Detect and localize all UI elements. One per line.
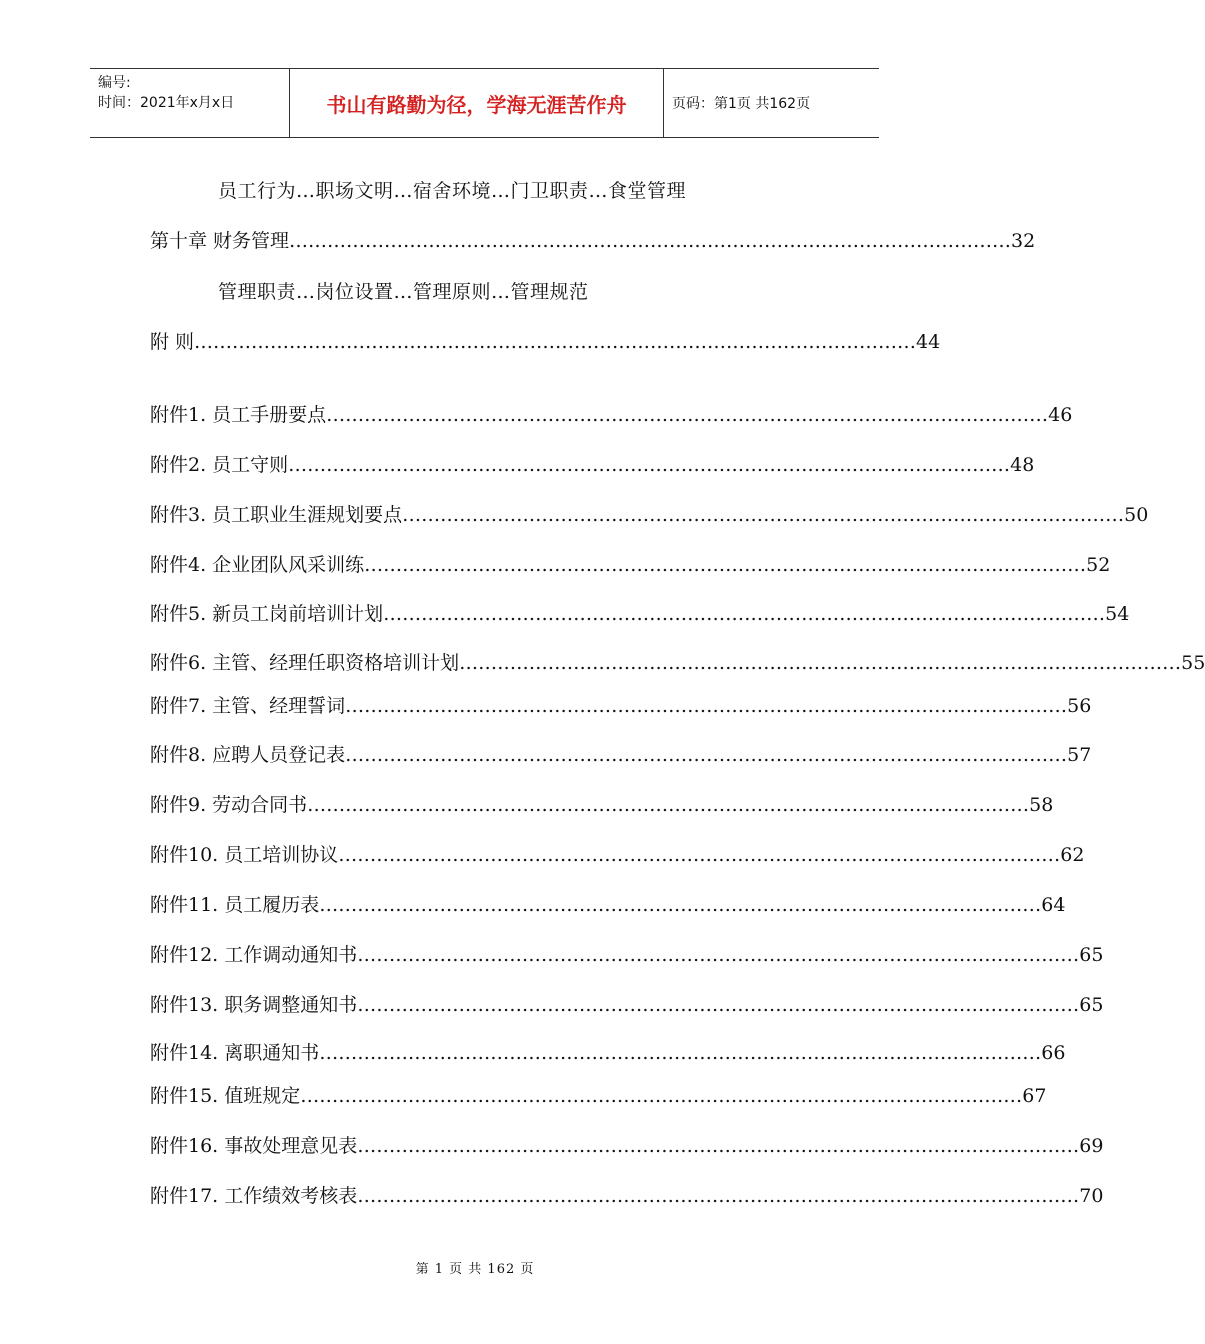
number-label: 编号:	[98, 75, 131, 91]
toc-entry-label: 附件7. 主管、经理誓词	[150, 695, 346, 717]
toc-entry-page: 57	[1067, 744, 1092, 766]
toc-leader-dots: ……………………………………………………………………………………………………	[319, 894, 1042, 916]
toc-entry-page: 48	[1010, 454, 1035, 476]
toc-entry-attachment-10[interactable]	[150, 842, 1085, 868]
toc-entry-attachment-17[interactable]	[150, 1183, 1104, 1209]
toc-entry-attachment-3[interactable]	[150, 502, 1149, 528]
toc-leader-dots: ……………………………………………………………………………………………………	[357, 994, 1080, 1016]
toc-entry-page: 52	[1086, 554, 1111, 576]
header-motto: 书山有路勤为径，学海无涯苦作舟	[290, 69, 664, 137]
toc-leader-dots: ……………………………………………………………………………………………………	[364, 554, 1087, 576]
header-meta	[90, 69, 290, 137]
toc-leader-dots: ……………………………………………………………………………………………………	[288, 454, 1011, 476]
toc-entry-label: 第十章 财务管理	[150, 230, 290, 252]
toc-entry-label: 附件4. 企业团队风采训练	[150, 554, 365, 576]
toc-entry-page: 69	[1079, 1135, 1104, 1157]
toc-entry-label: 附 则	[150, 331, 195, 353]
header-page-label: 页码：第1页 共162页	[672, 96, 811, 112]
toc-entry-attachment-5[interactable]	[150, 601, 1130, 627]
toc-leader-dots: ……………………………………………………………………………………………………	[383, 603, 1106, 625]
toc-entry-attachment-2[interactable]	[150, 452, 1035, 478]
toc-leader-dots: ……………………………………………………………………………………………………	[319, 1042, 1042, 1064]
page-footer: 第 1 页 共 162 页	[415, 1262, 535, 1277]
toc-entry-attachment-16[interactable]	[150, 1133, 1104, 1159]
toc-leader-dots: ……………………………………………………………………………………………………	[300, 1085, 1023, 1107]
toc-entry-label: 附件6. 主管、经理任职资格培训计划	[150, 652, 460, 674]
toc-entry-attachment-8[interactable]	[150, 742, 1092, 768]
toc-entry-attachment-7[interactable]	[150, 693, 1092, 719]
toc-entry-label: 附件5. 新员工岗前培训计划	[150, 603, 384, 625]
toc-entry-attachment-12[interactable]	[150, 942, 1104, 968]
toc-entry-label: 附件17. 工作绩效考核表	[150, 1185, 358, 1207]
page-header	[90, 68, 879, 138]
toc-entry-label: 附件10. 员工培训协议	[150, 844, 339, 866]
toc-entry-page: 58	[1029, 794, 1054, 816]
toc-entry-attachment-13[interactable]	[150, 992, 1104, 1018]
toc-entry-label: 附件13. 职务调整通知书	[150, 994, 358, 1016]
toc-entry-label: 附件14. 离职通知书	[150, 1042, 320, 1064]
toc-entry-page: 66	[1041, 1042, 1066, 1064]
toc-entry-appendix-rules[interactable]	[150, 329, 941, 355]
toc-entry-label: 附件1. 员工手册要点	[150, 404, 327, 426]
toc-subline-1: 员工行为…职场文明…宿舍环境…门卫职责…食堂管理	[218, 180, 687, 202]
toc-entry-label: 附件12. 工作调动通知书	[150, 944, 358, 966]
toc-entry-page: 55	[1181, 652, 1205, 674]
toc-entry-label: 附件9. 劳动合同书	[150, 794, 308, 816]
toc-entry-attachment-4[interactable]	[150, 552, 1111, 578]
toc-leader-dots: ……………………………………………………………………………………………………	[357, 944, 1080, 966]
toc-entry-page: 62	[1060, 844, 1085, 866]
time-label: 时间：2021年x月x日	[98, 95, 235, 111]
toc-entry-attachment-14[interactable]	[150, 1040, 1066, 1066]
toc-entry-attachment-6[interactable]	[150, 650, 1205, 676]
toc-entry-page: 32	[1011, 230, 1036, 252]
toc-entry-page: 46	[1048, 404, 1073, 426]
toc-entry-attachment-1[interactable]	[150, 402, 1073, 428]
toc-entry-page: 44	[916, 331, 941, 353]
toc-entry-page: 54	[1105, 603, 1130, 625]
toc-entry-page: 65	[1079, 994, 1104, 1016]
toc-entry-label: 附件16. 事故处理意见表	[150, 1135, 358, 1157]
toc-entry-attachment-11[interactable]	[150, 892, 1066, 918]
toc-entry-page: 56	[1067, 695, 1092, 717]
toc-entry-label: 附件3. 员工职业生涯规划要点	[150, 504, 403, 526]
toc-subline-2: 管理职责…岗位设置…管理原则…管理规范	[218, 281, 589, 303]
toc-entry-page: 64	[1041, 894, 1066, 916]
toc-leader-dots: ……………………………………………………………………………………………………	[357, 1135, 1080, 1157]
toc-entry-attachment-15[interactable]	[150, 1083, 1047, 1109]
toc-entry-attachment-9[interactable]	[150, 792, 1054, 818]
toc-entry-label: 附件11. 员工履历表	[150, 894, 320, 916]
toc-leader-dots: ……………………………………………………………………………………………………	[402, 504, 1125, 526]
toc-entry-label: 附件15. 值班规定	[150, 1085, 301, 1107]
toc-leader-dots: ……………………………………………………………………………………………………	[326, 404, 1049, 426]
toc-leader-dots: ……………………………………………………………………………………………………	[194, 331, 917, 353]
toc-entry-page: 70	[1079, 1185, 1104, 1207]
toc-entry-page: 67	[1022, 1085, 1047, 1107]
toc-entry-page: 50	[1124, 504, 1149, 526]
toc-leader-dots: ……………………………………………………………………………………………………	[357, 1185, 1080, 1207]
toc-leader-dots: ……………………………………………………………………………………………………	[459, 652, 1182, 674]
toc-entry-page: 65	[1079, 944, 1104, 966]
toc-entry-label: 附件2. 员工守则	[150, 454, 289, 476]
toc-leader-dots: ……………………………………………………………………………………………………	[289, 230, 1012, 252]
toc-leader-dots: ……………………………………………………………………………………………………	[338, 844, 1061, 866]
toc-leader-dots: ……………………………………………………………………………………………………	[345, 744, 1068, 766]
toc-leader-dots: ……………………………………………………………………………………………………	[307, 794, 1030, 816]
toc-entry-label: 附件8. 应聘人员登记表	[150, 744, 346, 766]
toc-leader-dots: ……………………………………………………………………………………………………	[345, 695, 1068, 717]
toc-entry-chapter-10[interactable]	[150, 228, 1036, 254]
